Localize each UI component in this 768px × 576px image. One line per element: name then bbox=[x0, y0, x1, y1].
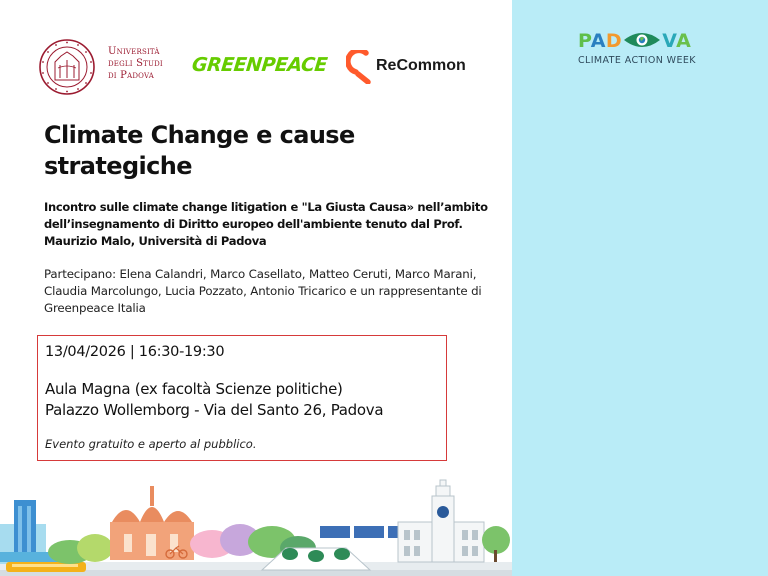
padova-letter-d: D bbox=[605, 30, 623, 52]
university-seal-icon bbox=[38, 38, 96, 96]
event-address: Palazzo Wollemborg - Via del Santo 26, Padova bbox=[45, 401, 384, 419]
greenpeace-logo: GREENPEACE bbox=[190, 54, 329, 76]
event-participants: Partecipano: Elena Calandri, Marco Casellato, Matteo Ceruti, Marco Marani, Claudia Marcolungo, Lucia Pozzato, Antonio Tricarico e un rappresentante di Greenpeace Italia bbox=[44, 267, 482, 315]
eye-icon bbox=[623, 31, 661, 49]
event-info-box bbox=[37, 335, 447, 461]
padova-letter-v: V bbox=[662, 30, 677, 52]
recommon-icon bbox=[346, 50, 374, 84]
climate-action-week-label: CLIMATE ACTION WEEK bbox=[578, 55, 696, 66]
padova-cityscape-illustration bbox=[0, 478, 512, 576]
university-name: Università degli Studi di Padova bbox=[108, 46, 163, 81]
padova-wordmark bbox=[578, 30, 691, 54]
event-title: Climate Change e cause strategiche bbox=[44, 121, 355, 180]
poster-side-panel bbox=[512, 0, 768, 576]
university-logo bbox=[38, 38, 178, 98]
event-note: Evento gratuito e aperto al pubblico. bbox=[45, 437, 257, 451]
padova-letter-p: P bbox=[578, 30, 591, 52]
event-subtitle: Incontro sulle climate change litigation e "La Giusta Causa» nell’ambito dell’insegnamento di Diritto europeo dell'ambiente tenuto dal Prof. Maurizio Malo, Università di Padova bbox=[44, 200, 488, 248]
event-venue: Aula Magna (ex facoltà Scienze politiche) bbox=[45, 380, 343, 398]
padova-climate-action-week-logo bbox=[578, 30, 708, 70]
padova-letter-a: A bbox=[590, 30, 606, 52]
event-datetime: 13/04/2026 | 16:30-19:30 bbox=[45, 344, 225, 360]
recommon-name: ReCommon bbox=[376, 57, 466, 74]
padova-letter-a2: A bbox=[676, 30, 692, 52]
